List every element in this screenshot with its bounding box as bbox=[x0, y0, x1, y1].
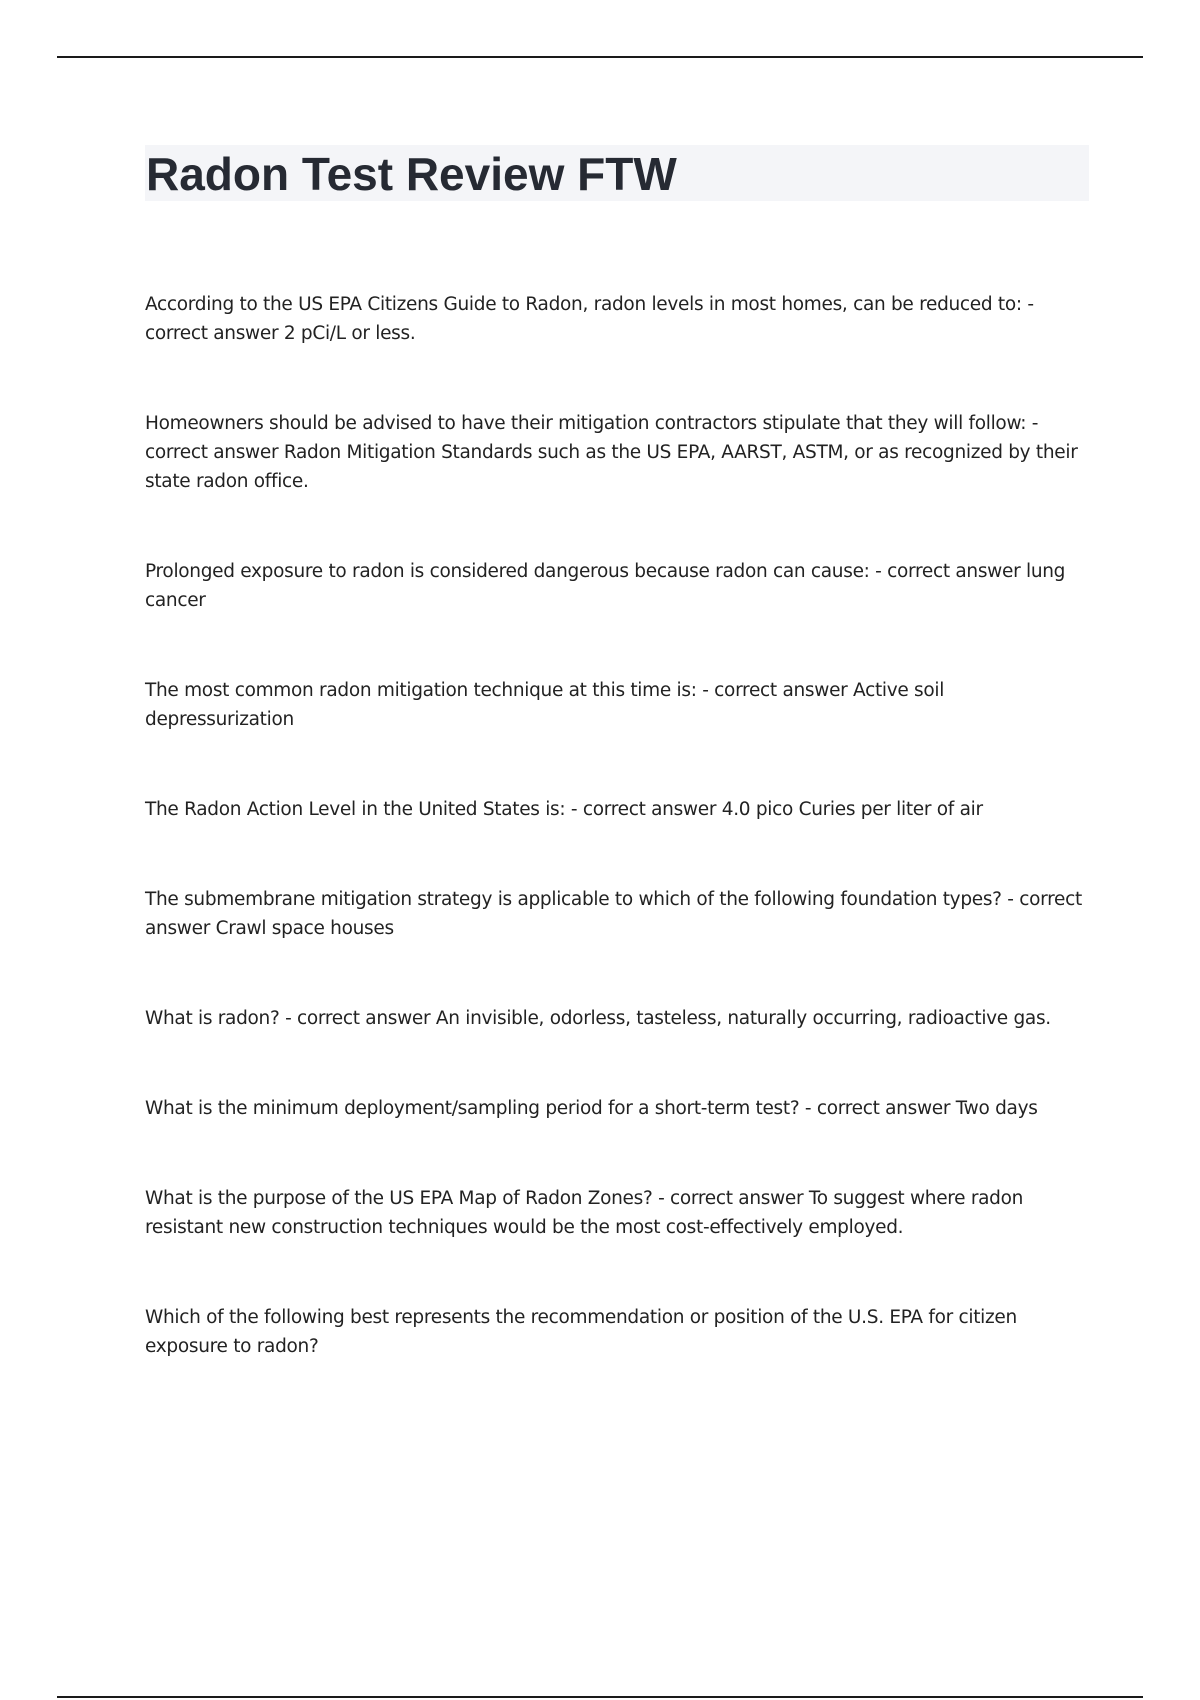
qa-item-8: What is the minimum deployment/sampling period for a short-term test? - correct answer Two days bbox=[145, 1098, 1038, 1119]
page-title: Radon Test Review FTW bbox=[146, 148, 677, 200]
qa-item-4: The most common radon mitigation technique at this time is: - correct answer Active soil depressurization bbox=[145, 680, 945, 730]
qa-item-1: According to the US EPA Citizens Guide to Radon, radon levels in most homes, can be reduced to: - correct answer 2 pCi/L or less. bbox=[145, 294, 1034, 344]
qa-item-6: The submembrane mitigation strategy is applicable to which of the following foundation types? - correct answer Crawl space houses bbox=[145, 889, 1082, 939]
qa-item-10: Which of the following best represents the recommendation or position of the U.S. EPA for citizen exposure to radon? bbox=[145, 1307, 1017, 1357]
qa-item-7: What is radon? - correct answer An invisible, odorless, tasteless, naturally occurring, radioactive gas. bbox=[145, 1008, 1051, 1029]
qa-item-9: What is the purpose of the US EPA Map of Radon Zones? - correct answer To suggest where radon resistant new construction techniques would be the most cost-effectively employed. bbox=[145, 1188, 1024, 1238]
qa-list bbox=[145, 290, 1090, 1422]
header-rule bbox=[57, 56, 1143, 58]
qa-item-3: Prolonged exposure to radon is considered dangerous because radon can cause: - correct answer lung cancer bbox=[145, 561, 1066, 611]
qa-item-5: The Radon Action Level in the United States is: - correct answer 4.0 pico Curies per liter of air bbox=[145, 799, 983, 820]
footer-rule bbox=[57, 1696, 1143, 1698]
qa-item-2: Homeowners should be advised to have their mitigation contractors stipulate that they will follow: - correct answer Radon Mitigation Standards such as the US EPA, AARST, ASTM, or as recognized by their state radon office. bbox=[145, 413, 1078, 492]
